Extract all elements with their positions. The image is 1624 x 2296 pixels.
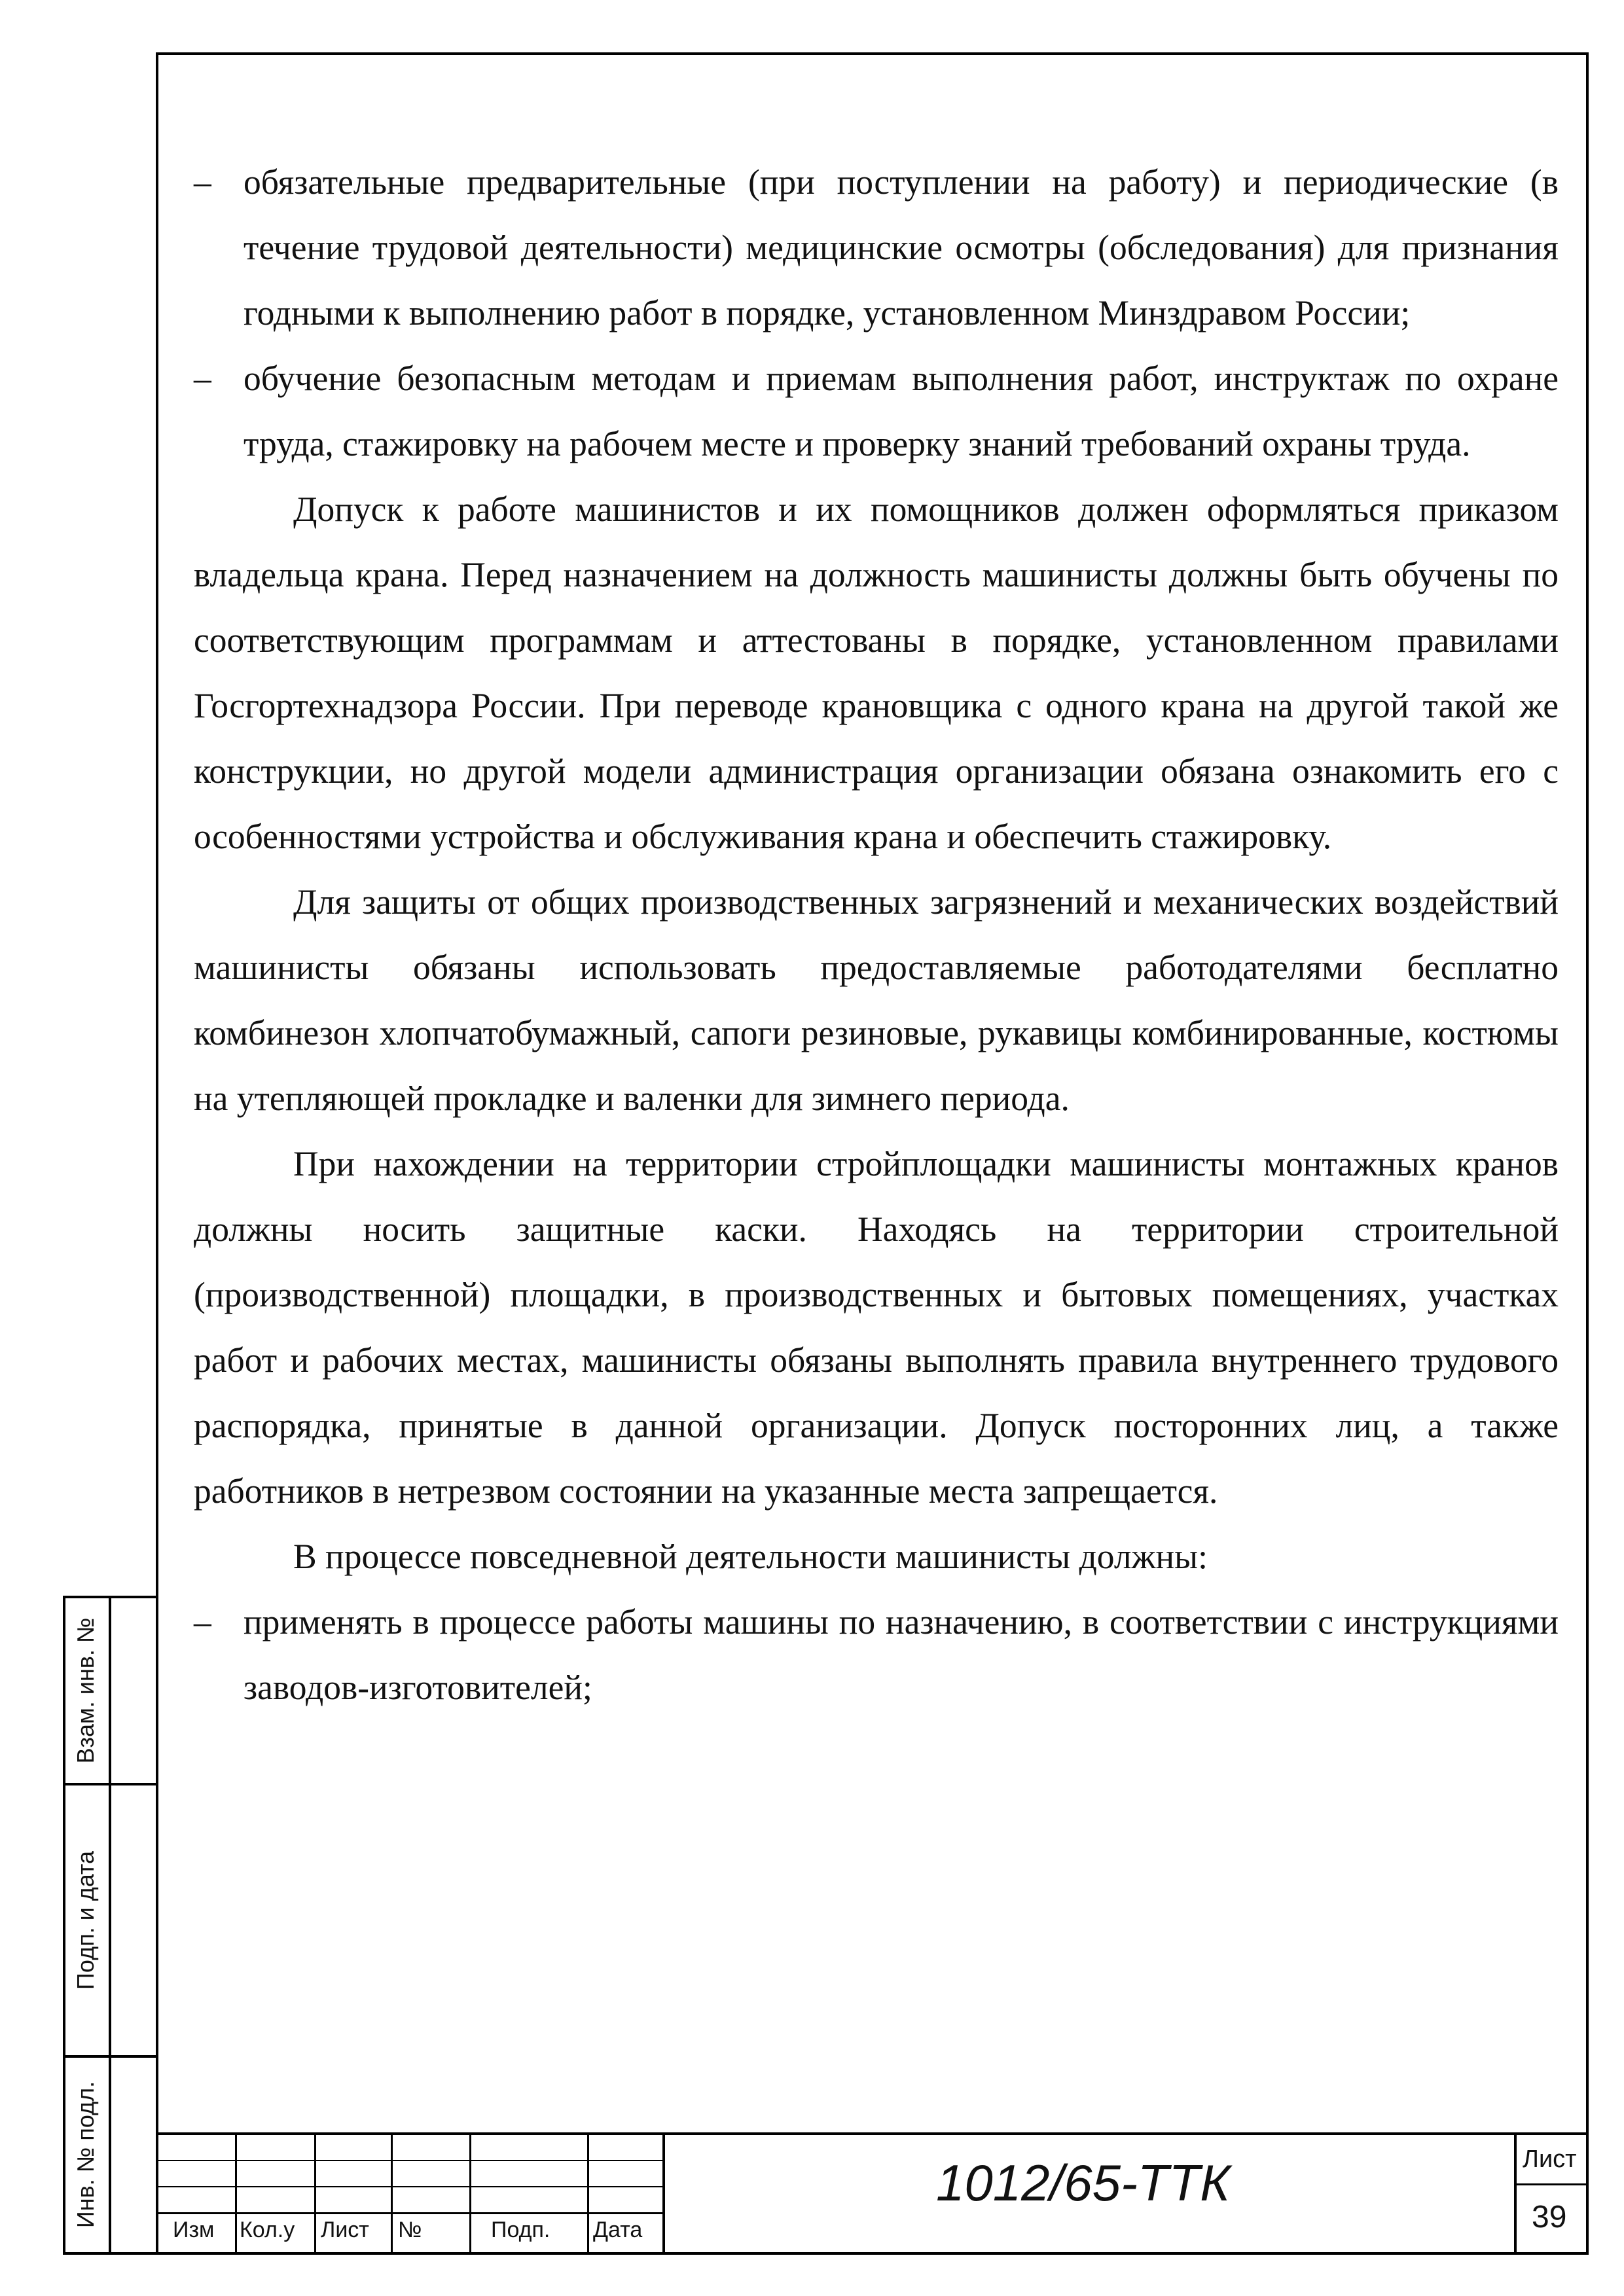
header-list: Лист (321, 2217, 369, 2242)
list-marker: – (194, 1602, 211, 1641)
header-kol-uch: Кол.у (240, 2217, 295, 2242)
list-item-text: применять в процессе работы машины по назначению, в соответствии с инструкциями заводов-изготовителей; (244, 1602, 1559, 1707)
list-item (194, 346, 1559, 476)
inv-podl-label: Инв. № подл. (72, 2081, 99, 2229)
paragraph: В процессе повседневной деятельности машинисты должны: (293, 1537, 1208, 1576)
document-code: 1012/65-ТТК (936, 2154, 1231, 2212)
list-item (194, 1589, 1559, 1720)
zam-inv-label: Взам. инв. № (72, 1617, 99, 1764)
paragraph: Допуск к работе машинистов и их помощников должен оформляться приказом владельца крана. Перед назначением на должность машинисты должны быть обучены по соответствующим программам и аттестованы в порядке, установленном правилами Госгортехнадзора России. При переводе крановщика с одного крана на другой такой же конструкции, но другой модели администрация организации обязана ознакомить его с особенностями устройства и обслуживания крана и обеспечить стажировку. (194, 490, 1559, 856)
header-izm: Изм (173, 2217, 215, 2242)
list-item-text: обязательные предварительные (при поступлении на работу) и периодические (в течение трудовой деятельности) медицинские осмотры (обследования) для признания годными к выполнению работ в порядке, установленном Минздравом России; (244, 162, 1559, 332)
sheet-label: Лист (1523, 2145, 1577, 2173)
paragraph: Для защиты от общих производственных загрязнений и механических воздействий машинисты обязаны использовать предоставляемые работодателями бесплатно комбинезон хлопчатобумажный, сапоги резиновые, рукавицы комбинированные, костюмы на утепляющей прокладке и валенки для зимнего периода. (194, 882, 1559, 1118)
podp-data-label: Подп. и дата (72, 1850, 99, 1990)
header-number: № (398, 2217, 422, 2242)
header-data: Дата (593, 2217, 643, 2242)
side-stamp-divider (109, 1596, 111, 2255)
sheet-number: 39 (1532, 2200, 1567, 2234)
list-marker: – (194, 162, 211, 202)
list-item (194, 149, 1559, 346)
list-item-text: обучение безопасным методам и приемам выполнения работ, инструктаж по охране труда, стажировку на рабочем месте и проверку знаний требований охраны труда. (244, 359, 1559, 463)
header-podp: Подп. (491, 2217, 550, 2242)
list-marker: – (194, 359, 211, 398)
document-body (194, 149, 1559, 1720)
paragraph: При нахождении на территории стройплощадки машинисты монтажных кранов должны носить защитные каски. Находясь на территории строительной (производственной) площадки, в производственных и бытовых помещениях, участках работ и рабочих местах, машинисты обязаны выполнять правила внутреннего трудового распорядка, принятые в данной организации. Допуск посторонних лиц, а также работников в нетрезвом состоянии на указанные места запрещается. (194, 1144, 1559, 1511)
